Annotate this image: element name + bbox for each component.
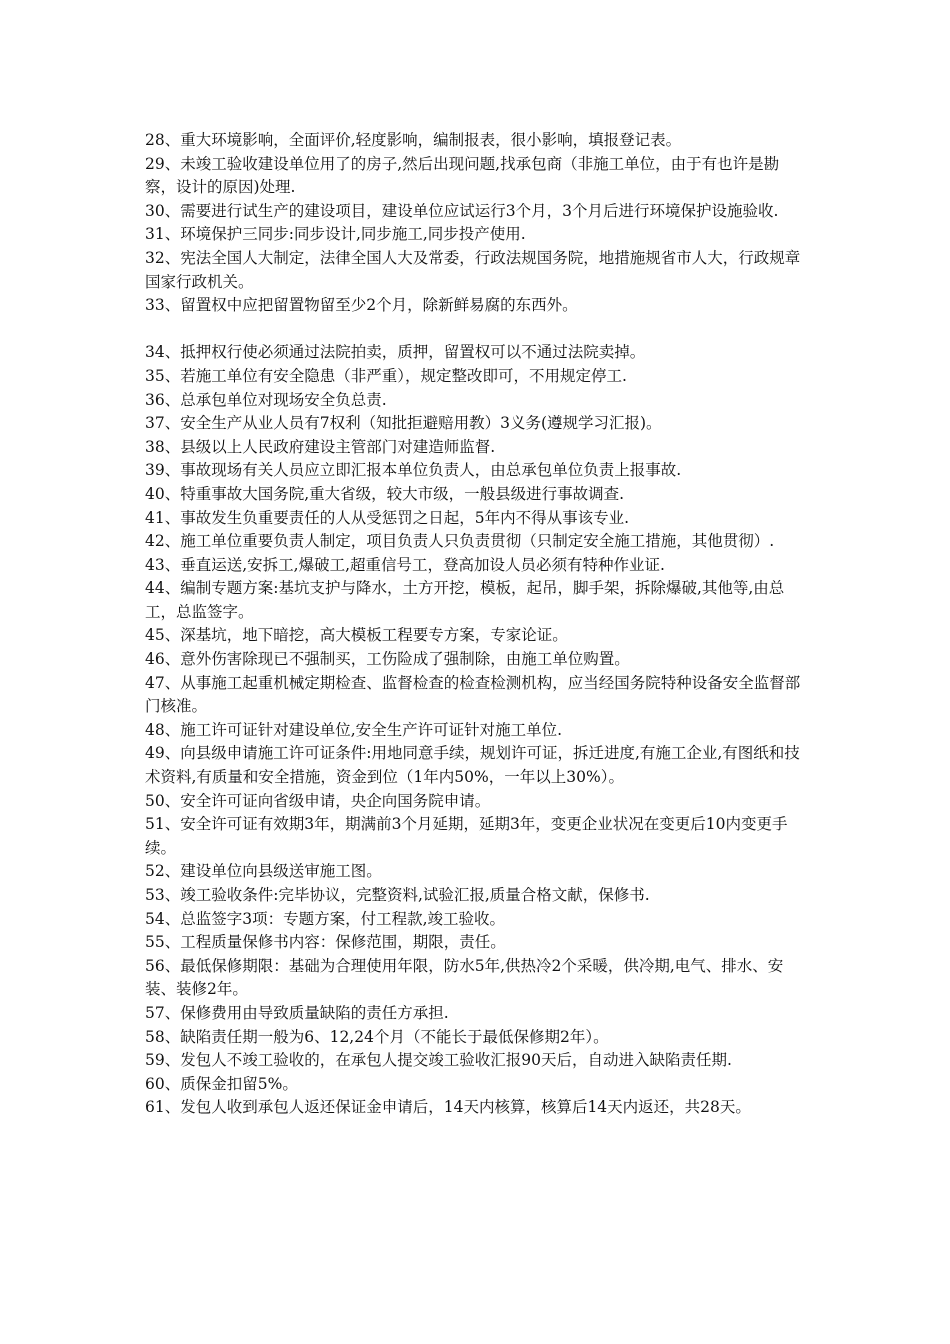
list-item: 55、工程质量保修书内容：保修范围，期限，责任。	[145, 933, 506, 952]
list-item: 33、留置权中应把留置物留至少2个月，除新鲜易腐的东西外。	[145, 296, 578, 315]
list-item: 37、安全生产从业人员有7权利（知批拒避赔用教）3义务(遵规学习汇报)。	[145, 414, 662, 433]
list-item: 59、发包人不竣工验收的，在承包人提交竣工验收汇报90天后，自动进入缺陷责任期.	[145, 1051, 732, 1070]
list-item: 51、安全许可证有效期3年，期满前3个月延期，延期3年，变更企业状况在变更后10内变更手续。	[145, 815, 788, 857]
document-body	[145, 129, 805, 1120]
list-item: 49、向县级申请施工许可证条件:用地同意手续，规划许可证，拆迁进度,有施工企业,有图纸和技术资料,有质量和安全措施，资金到位（1年内50%，一年以上30%）。	[145, 744, 800, 787]
list-item: 43、垂直运送,安拆工,爆破工,超重信号工，登高加设人员必须有特种作业证.	[145, 555, 665, 574]
list-item: 60、质保金扣留5%。	[145, 1074, 298, 1093]
list-item: 46、意外伤害除现已不强制买，工伤险成了强制除，由施工单位购置。	[145, 650, 630, 669]
list-item: 53、竣工验收条件:完毕协议，完整资料,试验汇报,质量合格文献，保修书.	[145, 886, 650, 904]
list-item: 45、深基坑，地下暗挖，高大模板工程要专方案，专家论证。	[145, 626, 568, 645]
list-item: 39、事故现场有关人员应立即汇报本单位负责人，由总承包单位负责上报事故.	[145, 461, 682, 480]
list-item: 40、特重事故大国务院,重大省级，较大市级，一般县级进行事故调查.	[145, 484, 625, 503]
list-item: 29、未竣工验收建设单位用了的房子,然后出现问题,找承包商（非施工单位，由于有也许是勘察，设计的原因)处理.	[145, 154, 780, 197]
list-item: 50、安全许可证向省级申请，央企向国务院申请。	[145, 791, 491, 810]
list-item: 56、最低保修期限：基础为合理使用年限，防水5年,供热冷2个采暖，供冷期,电气、排水、安装、装修2年。	[145, 956, 784, 999]
list-item: 30、需要进行试生产的建设项目，建设单位应试运行3个月，3个月后进行环境保护设施验收.	[145, 201, 779, 220]
list-item: 38、县级以上人民政府建设主管部门对建造师监督.	[145, 437, 496, 456]
list-item: 52、建设单位向县级送审施工图。	[145, 862, 382, 881]
list-item: 32、宪法全国人大制定，法律全国人大及常委，行政法规国务院，地措施规省市人大，行政规章国家行政机关。	[145, 248, 801, 291]
list-item: 54、总监签字3项：专题方案，付工程款,竣工验收。	[145, 909, 506, 928]
list-item: 44、编制专题方案:基坑支护与降水，土方开挖，模板，起吊，脚手架，拆除爆破,其他等,由总工，总监签字。	[145, 579, 785, 621]
list-item: 58、缺陷责任期一般为6、12,24个月（不能长于最低保修期2年）。	[145, 1027, 609, 1046]
list-item: 61、发包人收到承包人返还保证金申请后，14天内核算，核算后14天内返还，共28天。	[145, 1098, 751, 1117]
list-item: 57、保修费用由导致质量缺陷的责任方承担.	[145, 1003, 449, 1022]
list-item: 31、环境保护三同步:同步设计,同步施工,同步投产使用.	[145, 225, 526, 244]
list-item: 34、抵押权行使必须通过法院拍卖，质押，留置权可以不通过法院卖掉。	[145, 343, 646, 362]
list-item: 41、事故发生负重要责任的人从受惩罚之日起，5年内不得从事该专业.	[145, 508, 630, 527]
list-item: 35、若施工单位有安全隐患（非严重），规定整改即可，不用规定停工.	[145, 366, 627, 385]
list-item: 36、总承包单位对现场安全负总责.	[145, 390, 387, 409]
paragraph-gap	[145, 318, 805, 342]
list-item: 28、重大环境影响，全面评价,轻度影响，编制报表，很小影响，填报登记表。	[145, 131, 682, 149]
list-item: 48、施工许可证针对建设单位,安全生产许可证针对施工单位.	[145, 720, 563, 739]
list-item: 47、从事施工起重机械定期检查、监督检查的检查检测机构，应当经国务院特种设备安全监督部门核准。	[145, 673, 801, 716]
list-item: 42、施工单位重要负责人制定，项目负责人只负责贯彻（只制定安全施工措施，其他贯彻）.	[145, 532, 775, 551]
